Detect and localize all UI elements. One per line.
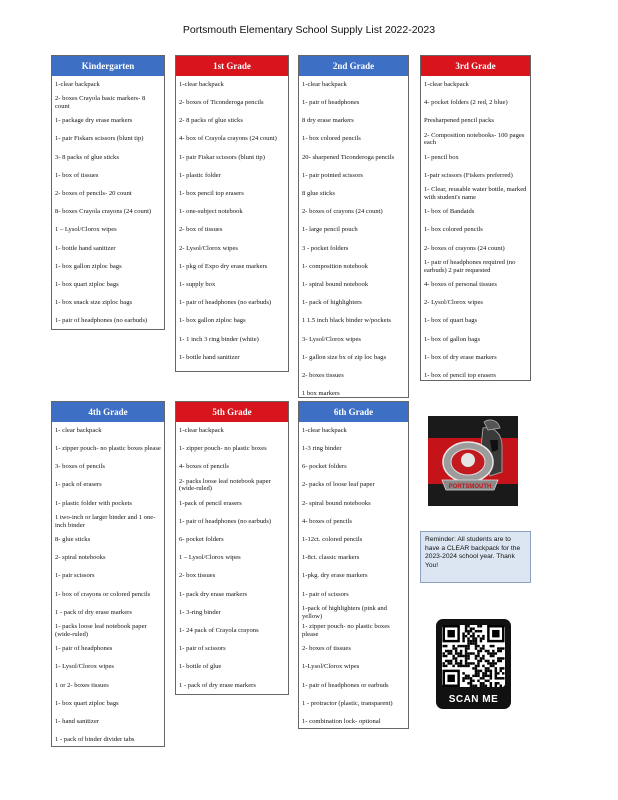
supply-item: 2- box tissues <box>179 572 216 580</box>
reminder-note: Reminder: All students are to have a CLEAR backpack for the 2023-2024 school year. Thank You! <box>420 531 531 583</box>
column-6th-grade <box>298 401 409 729</box>
supply-item: 1 – Lysol/Clorox wipes <box>55 226 117 234</box>
supply-item: 1-clear backpack <box>302 80 347 88</box>
supply-item: 1- zipper pouch- no plastic boxes please <box>302 623 390 638</box>
supply-item: 4- boxes of pencils <box>179 463 229 471</box>
supply-item: 1- box gallon ziploc bags <box>55 262 122 270</box>
supply-item: 6- pocket folders <box>302 463 347 471</box>
supply-item: 1- bottle hand sanitizer <box>179 353 240 361</box>
supply-item: 1- box pencil top erasers <box>179 189 244 197</box>
supply-item: 4- boxes of personal tissues <box>424 280 497 288</box>
supply-item: 1- pack of erasers <box>55 481 102 489</box>
scan-me-label: SCAN ME <box>448 694 499 705</box>
supply-item: 1-clear backpack <box>302 426 347 434</box>
supply-item: 8 dry erase markers <box>302 117 354 125</box>
supply-item: 1-clear backpack <box>424 80 469 88</box>
supply-item: 1- box of tissues <box>55 171 99 179</box>
supply-item: 1- gallon size bx of zip loc bags <box>302 353 387 361</box>
supply-item: 4- boxes of pencils <box>302 517 352 525</box>
supply-item: 1-pkg. dry erase markers <box>302 572 368 580</box>
supply-item: 1- pair of headphones required (no earbuds) 2 pair requested <box>424 258 516 274</box>
supply-item: 1- box quart ziploc bags <box>55 280 119 288</box>
supply-item: 1- box snack size ziploc bags <box>55 299 133 307</box>
supply-item: 1 - pack of binder divider tabs <box>55 736 135 744</box>
supply-item: 1- one-subject notebook <box>179 208 243 216</box>
supply-item: 1- pair Fiskar scissors (blunt tip) <box>179 153 265 161</box>
supply-item: 1- pair pointed scissors <box>302 171 363 179</box>
column-3rd-grade <box>420 55 531 381</box>
qr-code-badge[interactable] <box>436 619 511 709</box>
supply-item: 2- boxes of Ticonderoga pencils <box>179 98 264 106</box>
supply-item: 1- combination lock- optional <box>302 717 381 725</box>
supply-item: 1- box gallon ziploc bags <box>179 317 246 325</box>
supply-item: 1 – Lysol/Clorox wipes <box>179 554 241 562</box>
supply-item: 3- Lysol/Clorox wipes <box>302 335 361 343</box>
column-heading: 2nd Grade <box>299 56 408 76</box>
supply-item: 2- Composition notebooks- 100 pages each <box>424 131 525 147</box>
column-5th-grade <box>175 401 289 695</box>
supply-item: 1- pair of headphones or earbuds <box>302 681 389 689</box>
supply-item: 2- Lysol/Clorox wipes <box>179 244 238 252</box>
supply-item: 1-3 ring binder <box>302 444 342 452</box>
page-title: Portsmouth Elementary School Supply List 2022-2023 <box>182 24 436 36</box>
supply-item: 1- clear backpack <box>55 426 102 434</box>
column-4th-grade <box>51 401 165 747</box>
supply-item: 1- box of dry erase markers <box>424 353 497 361</box>
qr-code-icon <box>442 625 505 687</box>
supply-item: 1 1.5 inch black binder w/pockets <box>302 317 391 325</box>
supply-item: 1- large pencil pouch <box>302 226 358 234</box>
supply-item: 1- 1 inch 3 ring binder (white) <box>179 335 259 343</box>
supply-item: 2- packs of loose leaf paper <box>302 481 375 489</box>
supply-item: Presharpened pencil packs <box>424 117 494 125</box>
logo-wordmark: PORTSMOUTH <box>448 484 492 490</box>
supply-item: 1-pair scissors (Fiskers preferred) <box>424 171 513 179</box>
supply-item: 1-12ct. colored pencils <box>302 535 363 543</box>
supply-item: 1- supply box <box>179 280 216 288</box>
supply-item: 2- Lysol/Clorox wipes <box>424 299 483 307</box>
supply-item: 1- pair Fiskars scissors (blunt tip) <box>55 135 144 143</box>
supply-item: 1-pack of pencil erasers <box>179 499 242 507</box>
supply-item: 1 box markers <box>302 390 340 398</box>
supply-item: 3 - pocket folders <box>302 244 349 252</box>
supply-item: 1- pair of headphones (no earbuds) <box>55 317 148 325</box>
spartan-logo-icon <box>428 416 518 506</box>
supply-item: 1- pair of scissors <box>179 645 226 653</box>
supply-item: 1- packs loose leaf notebook paper (wide-ruled) <box>55 623 147 638</box>
column-heading: 1st Grade <box>176 56 288 76</box>
supply-item: 20- sharpened Ticonderoga pencils <box>302 153 395 161</box>
supply-item: 2- boxes Crayola basic markers- 8 count <box>55 95 146 110</box>
supply-item: 2- packs loose leaf notebook paper (wide-ruled) <box>179 477 271 493</box>
supply-item: 1-clear backpack <box>179 80 224 88</box>
supply-item: 1- pair of scissors <box>302 590 349 598</box>
supply-item: 1- Lysol/Clorox wipes <box>55 663 114 671</box>
supply-item: 2- boxes of pencils- 20 count <box>55 189 132 197</box>
column-heading: 5th Grade <box>176 402 288 422</box>
supply-item: 2- spiral notebooks <box>55 554 106 562</box>
supply-item: 4- box of Crayola crayons (24 count) <box>179 135 277 143</box>
supply-item: 4- pocket folders (2 red, 2 blue) <box>424 98 508 106</box>
supply-item: 1- box colored pencils <box>424 226 483 234</box>
supply-item: 2- boxes of crayons (24 count) <box>302 208 383 216</box>
supply-item: 1-clear backpack <box>55 80 100 88</box>
supply-item: 1- box of crayons or colored pencils <box>55 590 151 598</box>
supply-item: 1- plastic folder <box>179 171 221 179</box>
supply-item: 1- 3-ring binder <box>179 608 221 616</box>
supply-item: 6- pocket folders <box>179 535 224 543</box>
supply-item: 1- pair scissors <box>55 572 95 580</box>
supply-item: 1- pair of headphones (no earbuds) <box>179 299 272 307</box>
supply-item: 8 glue sticks <box>302 189 335 197</box>
supply-item: 1- pkg of Expo dry erase markers <box>179 262 268 270</box>
supply-item: 1- pair of headphones (no earbuds) <box>179 517 272 525</box>
supply-item: 1-pack of highlighters (pink and yellow) <box>302 604 387 620</box>
supply-item: 1- pack of highlighters <box>302 299 362 307</box>
supply-item: 1 - pack of dry erase markers <box>55 608 132 616</box>
supply-item: 2- spiral bound notebooks <box>302 499 371 507</box>
supply-item: 1- box of Bandaids <box>424 208 475 216</box>
supply-item: 1-Lysol/Clorox wipes <box>302 663 360 671</box>
supply-item: 1- box of pencil top erasers <box>424 371 496 379</box>
supply-item: 8- boxes Crayola crayons (24 count) <box>55 208 152 216</box>
supply-item: 1 - pack of dry erase markers <box>179 681 256 689</box>
school-logo <box>428 416 518 506</box>
supply-item: 1- composition notebook <box>302 262 368 270</box>
supply-item: 1- box colored pencils <box>302 135 361 143</box>
supply-item: 2- boxes of crayons (24 count) <box>424 244 505 252</box>
supply-item: 2- box of tissues <box>179 226 223 234</box>
column-heading: Kindergarten <box>52 56 164 76</box>
supply-item: 1- box of quart bags <box>424 317 478 325</box>
supply-item: 8- glue sticks <box>55 535 91 543</box>
supply-item: 1- pair of headphones <box>302 98 360 106</box>
supply-item: 1- spiral bound notebook <box>302 280 369 288</box>
supply-item: 2- boxes tissues <box>302 371 344 379</box>
supply-item: 1- pair of headphones <box>55 645 113 653</box>
supply-item: 1- plastic folder with pockets <box>55 499 132 507</box>
supply-item: 1- pencil box <box>424 153 459 161</box>
column-heading: 4th Grade <box>52 402 164 422</box>
supply-item: 1- zipper pouch- no plastic boxes <box>179 444 267 452</box>
supply-item: 1 or 2- boxes tissues <box>55 681 109 689</box>
supply-item: 1- box quart ziploc bags <box>55 699 119 707</box>
supply-item: 1- 24 pack of Crayola crayons <box>179 626 259 634</box>
supply-item: 1 - protractor (plastic, transparent) <box>302 699 393 707</box>
supply-item: 1 two-inch or larger binder and 1 one-inch binder <box>55 513 156 529</box>
column-1st-grade <box>175 55 289 372</box>
supply-item: 1- box of gallon bags <box>424 335 481 343</box>
supply-item: 2- boxes of tissues <box>302 645 351 653</box>
qr-code <box>442 625 505 687</box>
supply-item: 1- pack dry erase markers <box>179 590 248 598</box>
column-heading: 3rd Grade <box>421 56 530 76</box>
supply-item: 1- package dry erase markers <box>55 117 133 125</box>
supply-item: 1- Clear, reusable water bottle, marked with student's name <box>424 186 527 201</box>
supply-item: 1- zipper pouch- no plastic boxes please <box>55 444 161 452</box>
supply-item: 1- bottle of glue <box>179 663 222 671</box>
supply-item: 1- bottle hand sanitizer <box>55 244 116 252</box>
column-heading: 6th Grade <box>299 402 408 422</box>
supply-item: 1-8ct. classic markers <box>302 554 360 562</box>
column-2nd-grade <box>298 55 409 398</box>
supply-item: 3- boxes of pencils <box>55 463 105 471</box>
supply-item: 3- 8 packs of glue sticks <box>55 153 119 161</box>
supply-item: 1- hand sanitizer <box>55 717 99 725</box>
supply-item: 1-clear backpack <box>179 426 224 434</box>
supply-item: 2- 8 packs of glue sticks <box>179 117 243 125</box>
column-kindergarten <box>51 55 165 330</box>
